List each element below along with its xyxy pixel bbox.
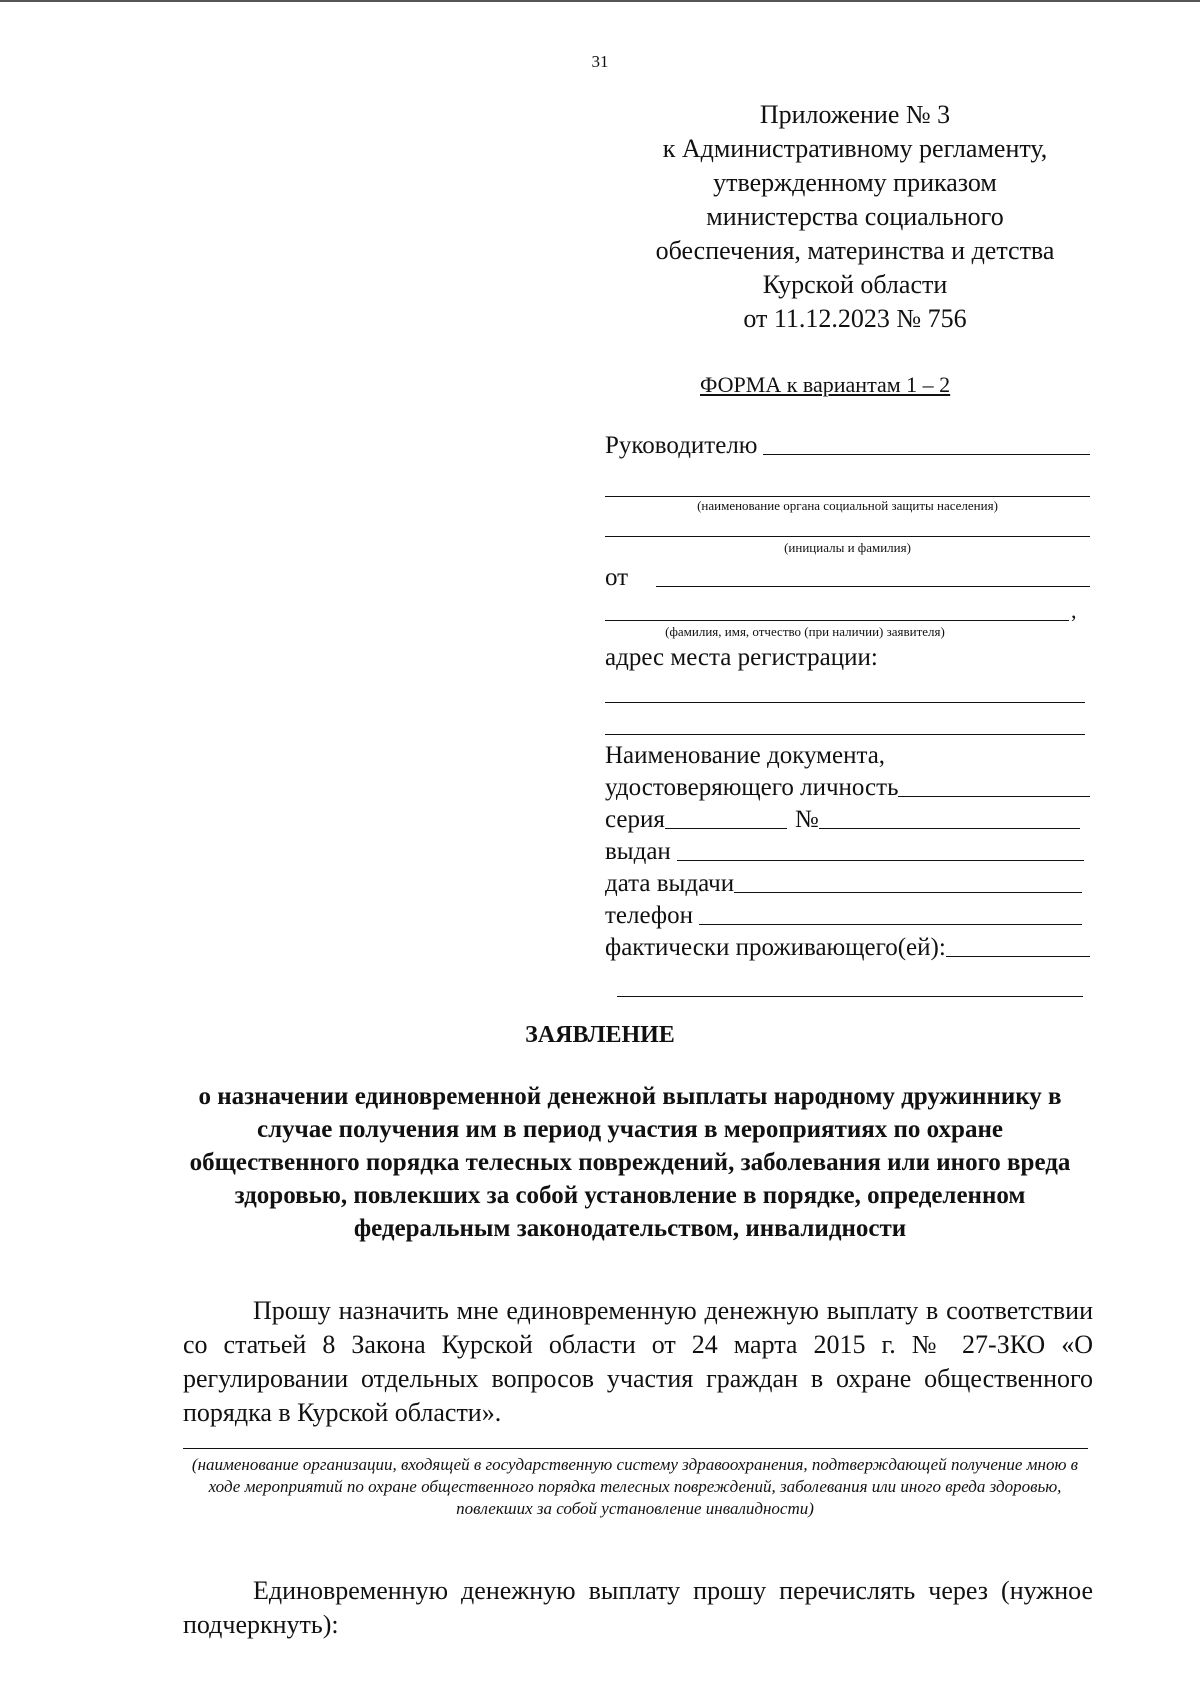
page-number: 31 [591, 52, 609, 71]
series-input-line[interactable] [665, 828, 787, 829]
appendix-line: от 11.12.2023 № 756 [743, 304, 967, 333]
head-input-line[interactable] [763, 454, 1090, 455]
doc-row-2 [605, 774, 1090, 802]
doc-row-1 [605, 742, 1090, 770]
phone-input-line[interactable] [699, 924, 1082, 925]
residing-label: фактически проживающего(ей): [605, 934, 946, 961]
initials-input-line[interactable] [605, 536, 1090, 537]
series-row [605, 806, 1090, 834]
head-row [605, 432, 1090, 460]
from-label: от [605, 564, 629, 591]
issued-input-line[interactable] [677, 860, 1084, 861]
issued-row [605, 838, 1090, 866]
statement-paragraph-1: Прошу назначить мне единовременную денежную выплату в соответствии со статьей 8 Закона Курской области от 24 марта 2015 г. № 27-ЗКО «О регулировании отдельных вопросов участия граждан в охране общественного порядка в Курской области». [183, 1296, 1093, 1427]
address-label: адрес места регистрации: [605, 644, 878, 671]
issued-label: выдан [605, 838, 671, 865]
appendix-line: обеспечения, материнства и детства [655, 236, 1055, 265]
form-title: ФОРМА к вариантам 1 – 2 [700, 372, 951, 397]
doc-label-2: удостоверяющего личность [605, 774, 899, 801]
head-label: Руководителю [605, 432, 758, 459]
phone-label: телефон [605, 902, 693, 929]
number-label: № [794, 806, 819, 833]
doc-label-1: Наименование документа, [605, 742, 886, 769]
medical-org-input-line[interactable] [183, 1448, 1088, 1449]
statement-subject: о назначении единовременной денежной выплаты народному дружиннику в случае получения им в период участия в мероприятиях по охране общественного порядка телесных повреждений, заболевания или иного вреда здоровью, повлекших за собой установление в порядке, определенном федеральным законодательством, инвалидности [189, 1083, 1071, 1242]
phone-row [605, 902, 1090, 930]
applicant-caption: (фамилия, имя, отчество (при наличии) заявителя) [665, 624, 945, 639]
applicant-input-line[interactable] [605, 620, 1069, 621]
issue-date-label: дата выдачи [605, 870, 735, 897]
from-input-line[interactable] [656, 586, 1090, 587]
appendix-line: к Административному регламенту, [662, 134, 1048, 163]
series-label: серия [605, 806, 665, 833]
statement-title: ЗАЯВЛЕНИЕ [525, 1022, 675, 1048]
initials-caption: (инициалы и фамилия) [784, 540, 911, 555]
comma-mark: , [1071, 598, 1077, 623]
address-input-line-1[interactable] [605, 702, 1085, 703]
address-row [605, 644, 1090, 672]
page-top-border [0, 0, 1200, 2]
org-input-line[interactable] [605, 496, 1090, 497]
address-input-line-2[interactable] [605, 734, 1085, 735]
from-row [605, 564, 1090, 592]
statement-paragraph-2: Единовременную денежную выплату прошу перечислять через (нужное подчеркнуть): [183, 1576, 1093, 1639]
issue-date-input-line[interactable] [734, 892, 1082, 893]
medical-org-caption: (наименование организации, входящей в государственную систему здравоохранения, подтверждающей получение мною в ходе мероприятий по охране общественного порядка телесных повреждений, заболевания или иного вреда здоровью, повлекших за собой установление инвалидности) [191, 1455, 1079, 1518]
residing-row [605, 934, 1090, 962]
number-input-line[interactable] [819, 828, 1080, 829]
residing-input-line[interactable] [946, 956, 1090, 957]
appendix-line: Курской области [762, 270, 948, 299]
appendix-line: утвержденному приказом [713, 168, 997, 197]
issue-date-row [605, 870, 1090, 898]
residing-input-line-2[interactable] [617, 996, 1083, 997]
org-caption: (наименование органа социальной защиты населения) [697, 498, 998, 513]
appendix-block [630, 98, 1080, 336]
doc-input-line[interactable] [898, 796, 1090, 797]
appendix-line: Приложение № 3 [759, 100, 951, 129]
appendix-line: министерства социального [706, 202, 1004, 231]
